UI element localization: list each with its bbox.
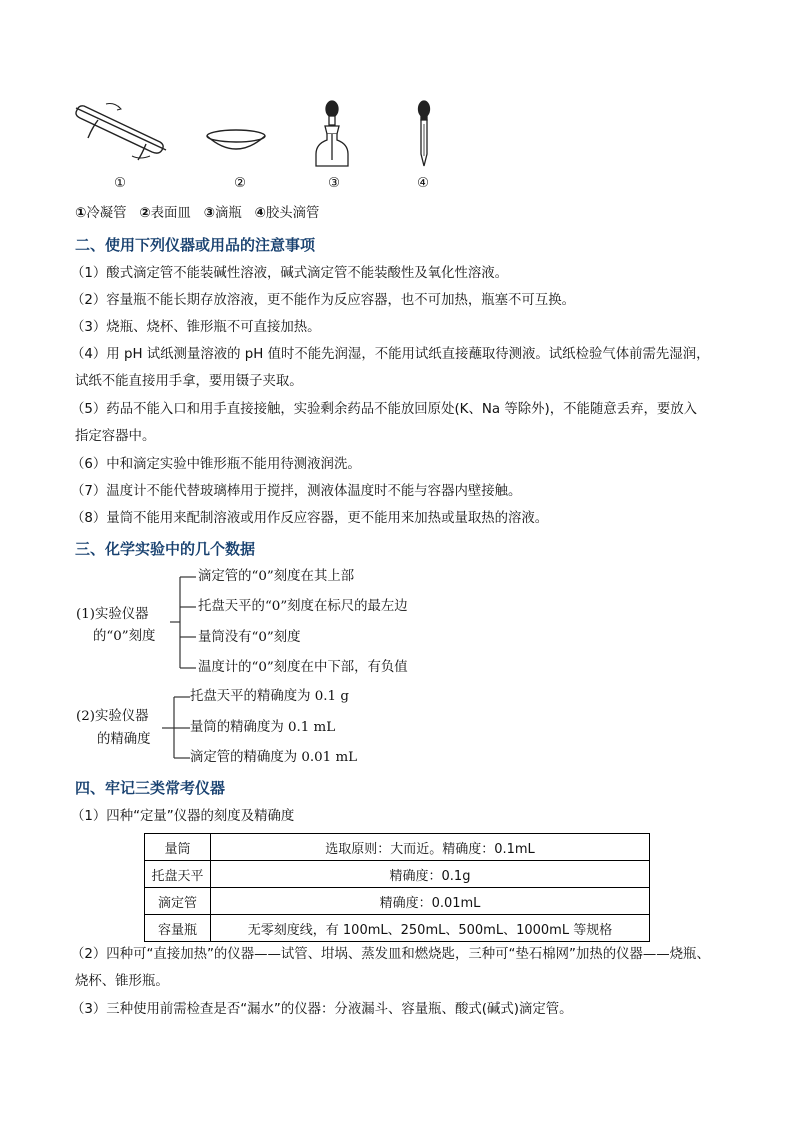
instrument-marker-3: ③ <box>327 176 340 191</box>
rubber-dropper-drawing <box>414 100 434 168</box>
section-4-item-1: （1）四种“定量”仪器的刻度及精确度 <box>71 809 295 824</box>
table-cell-instrument: 容量瓶 <box>145 915 211 942</box>
section-2-item: （8）量筒不能用来配制溶液或用作反应容器，更不能用来加热或量取热的溶液。 <box>71 511 549 526</box>
section-4-item-2-continued: 烧杯、锥形瓶。 <box>75 974 169 989</box>
section-2-item: 试纸不能直接用手拿，要用镊子夹取。 <box>75 374 303 389</box>
group-1-brace <box>168 570 198 675</box>
table-cell-precision: 无零刻度线，有 100mL、250mL、500mL、1000mL 等规格 <box>211 915 650 942</box>
caption-num-1: ① <box>75 206 87 221</box>
watch-glass-drawing <box>205 128 267 154</box>
section-2-item: （4）用 pH 试纸测量溶液的 pH 值时不能先润湿，不能用试纸直接蘸取待测液。试纸检验气体前需先湿润， <box>71 347 710 362</box>
caption-num-3: ③ <box>203 206 215 221</box>
instrument-marker-1: ① <box>113 176 126 191</box>
table-cell-precision: 精确度：0.1g <box>211 861 650 888</box>
group-2-branch: 托盘天平的精确度为 0.1 g <box>190 689 349 704</box>
table-cell-instrument: 托盘天平 <box>145 861 211 888</box>
section-4-heading: 四、牢记三类常考仪器 <box>75 779 226 797</box>
group-1-label: (1)实验仪器 <box>76 607 149 622</box>
section-2-item: （2）容量瓶不能长期存放溶液，更不能作为反应容器，也不可加热，瓶塞不可互换。 <box>71 293 575 308</box>
group-2-label: 的精确度 <box>97 732 151 747</box>
table-cell-precision: 精确度：0.01mL <box>211 888 650 915</box>
table-row <box>145 888 650 915</box>
group-1-label: 的“0”刻度 <box>93 629 156 644</box>
group-1-branch: 温度计的“0”刻度在中下部，有负值 <box>198 660 408 675</box>
section-2-item: （5）药品不能入口和用手直接接触，实验剩余药品不能放回原处(K、Na 等除外)，不能随意丢弃，要放入 <box>71 402 698 417</box>
group-1-branch: 量筒没有“0”刻度 <box>198 630 301 645</box>
section-4-item-3: （3）三种使用前需检查是否“漏水”的仪器：分液漏斗、容量瓶、酸式(碱式)滴定管。 <box>71 1002 573 1017</box>
group-2-brace <box>160 690 192 766</box>
table-cell-instrument: 滴定管 <box>145 888 211 915</box>
group-2-branch: 量筒的精确度为 0.1 mL <box>190 720 336 735</box>
caption-num-2: ② <box>139 206 151 221</box>
caption-name-4: 胶头滴管 <box>265 206 320 221</box>
section-2-item: （1）酸式滴定管不能装碱性溶液，碱式滴定管不能装酸性及氧化性溶液。 <box>71 266 509 281</box>
section-4-item-2: （2）四种可“直接加热”的仪器——试管、坩埚、蒸发皿和燃烧匙，三种可“垫石棉网”加热的仪器——烧瓶、 <box>71 947 710 962</box>
instrument-marker-2: ② <box>233 176 246 191</box>
table-row <box>145 915 650 942</box>
condenser-drawing <box>70 98 170 164</box>
group-1-branch: 托盘天平的“0”刻度在标尺的最左边 <box>198 599 408 614</box>
group-2-label: (2)实验仪器 <box>76 709 149 724</box>
instrument-marker-4: ④ <box>416 176 429 191</box>
group-1-branch: 滴定管的“0”刻度在其上部 <box>198 569 355 584</box>
caption-name-1: 冷凝管 <box>86 206 127 221</box>
dropper-bottle-drawing <box>311 100 353 168</box>
section-2-item: （3）烧瓶、烧杯、锥形瓶不可直接加热。 <box>71 320 321 335</box>
table-row <box>145 861 650 888</box>
caption-name-3: 滴瓶 <box>214 206 242 221</box>
instrument-caption <box>75 205 319 223</box>
section-3-heading: 三、化学实验中的几个数据 <box>75 540 256 558</box>
section-2-heading: 二、使用下列仪器或用品的注意事项 <box>75 236 316 254</box>
caption-name-2: 表面皿 <box>150 206 191 221</box>
table-cell-precision: 选取原则：大而近。精确度：0.1mL <box>211 834 650 861</box>
group-2-branch: 滴定管的精确度为 0.01 mL <box>190 750 358 765</box>
section-2-item: （7）温度计不能代替玻璃棒用于搅拌，测液体温度时不能与容器内壁接触。 <box>71 484 522 499</box>
measuring-instruments-table <box>144 833 650 942</box>
section-2-item: 指定容器中。 <box>75 429 156 444</box>
section-2-item: （6）中和滴定实验中锥形瓶不能用待测液润洗。 <box>71 457 361 472</box>
caption-num-4: ④ <box>254 206 266 221</box>
table-row <box>145 834 650 861</box>
table-cell-instrument: 量筒 <box>145 834 211 861</box>
